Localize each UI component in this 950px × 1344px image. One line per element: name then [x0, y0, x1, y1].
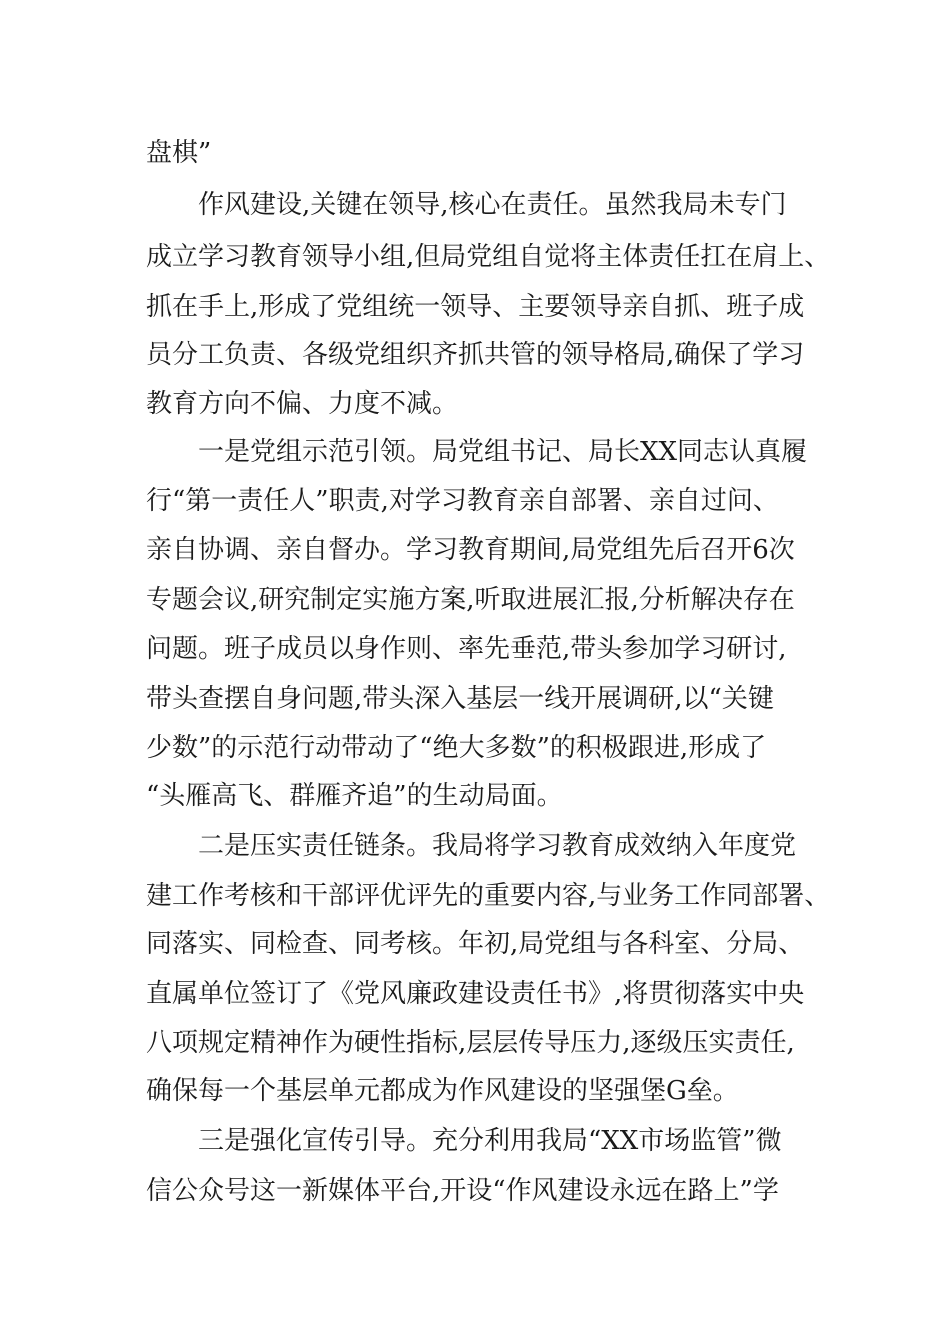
text-line: 确保每一个基层单元都成为作风建设的坚强堡G垒。 — [146, 1076, 739, 1106]
text-line: 少数”的示范行动带动了“绝大多数”的积极跟进,形成了 — [146, 733, 767, 763]
paragraph-first-line: 三是强化宣传引导。充分利用我局“XX市场监管”微 — [198, 1126, 782, 1156]
text-line: 八项规定精神作为硬性指标,层层传导压力,逐级压实责任, — [146, 1028, 795, 1058]
text-line: 直属单位签订了《党风廉政建设责任书》,将贯彻落实中央 — [146, 979, 805, 1009]
text-line: 建工作考核和干部评优评先的重要内容,与业务工作同部署、 — [146, 881, 831, 911]
text-line: 教育方向不偏、力度不减。 — [146, 389, 459, 419]
paragraph-first-line: 一是党组示范引领。局党组书记、局长XX同志认真履 — [198, 437, 808, 467]
text-line: “头雁高飞、群雁齐追”的生动局面。 — [146, 781, 563, 811]
text-line: 同落实、同检查、同考核。年初,局党组与各科室、分局、 — [146, 929, 805, 959]
text-line: 信公众号这一新媒体平台,开设“作风建设永远在路上”学 — [146, 1176, 779, 1206]
text-line: 行“第一责任人”职责,对学习教育亲自部署、亲自过问、 — [146, 486, 779, 516]
text-line: 员分工负责、各级党组织齐抓共管的领导格局,确保了学习 — [146, 340, 805, 370]
paragraph-first-line: 二是压实责任链条。我局将学习教育成效纳入年度党 — [198, 831, 797, 861]
text-line: 成立学习教育领导小组,但局党组自觉将主体责任扛在肩上、 — [146, 242, 831, 272]
text-line: 专题会议,研究制定实施方案,听取进展汇报,分析解决存在 — [146, 585, 795, 615]
text-line: 问题。班子成员以身作则、率先垂范,带头参加学习研讨, — [146, 634, 787, 664]
text-line: 带头查摆自身问题,带头深入基层一线开展调研,以“关键 — [146, 684, 774, 714]
paragraph-first-line: 作风建设,关键在领导,核心在责任。虽然我局未专门 — [198, 190, 787, 220]
text-line: 抓在手上,形成了党组统一领导、主要领导亲自抓、班子成 — [146, 292, 805, 322]
text-line: 盘棋” — [146, 138, 212, 168]
text-line: 亲自协调、亲自督办。学习教育期间,局党组先后召开6次 — [146, 535, 795, 565]
